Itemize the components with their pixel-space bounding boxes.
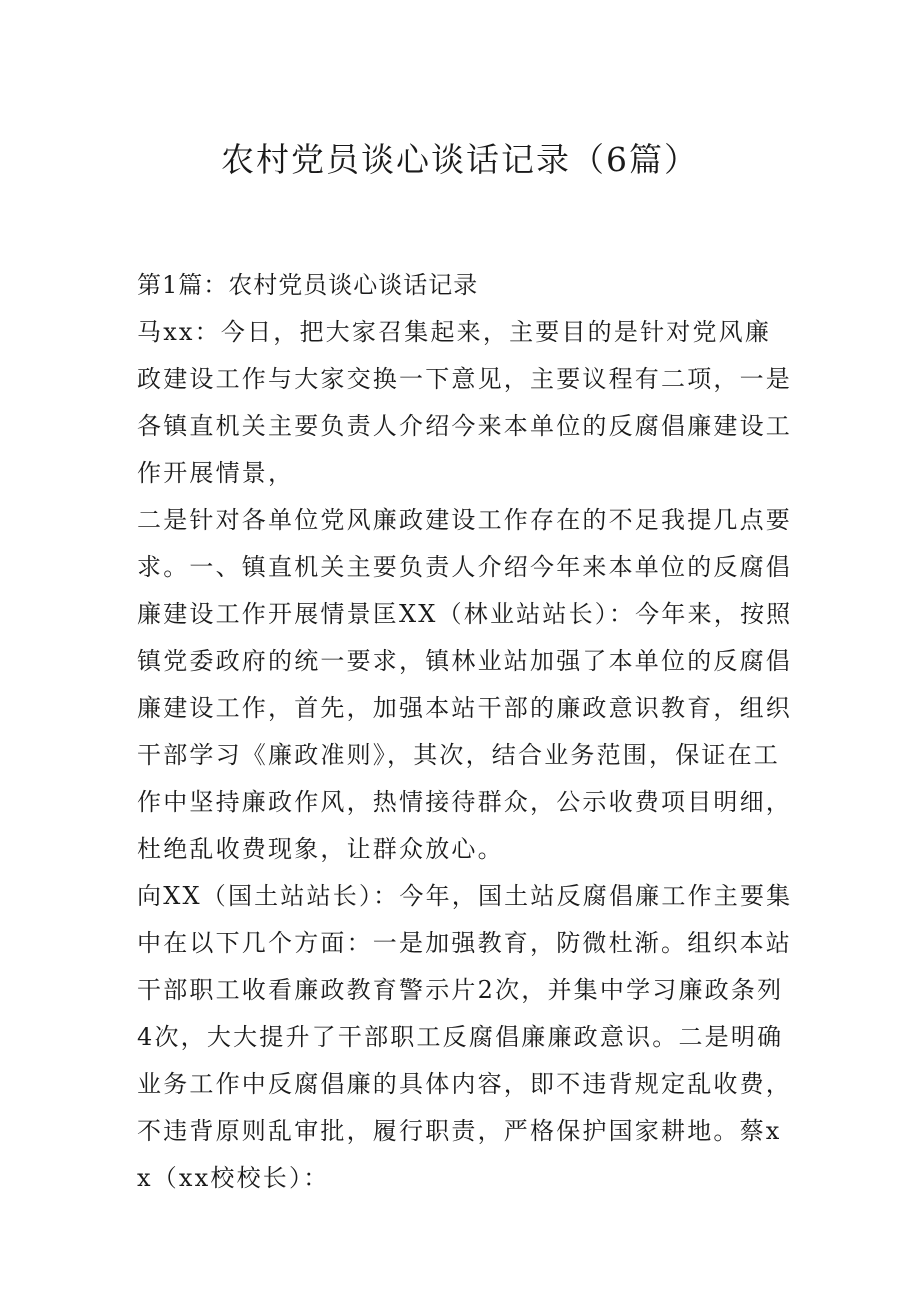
document-title: 农村党员谈心谈话记录（6篇）	[221, 140, 699, 179]
section-heading: 第1篇：农村党员谈心谈话记录	[137, 271, 479, 299]
paragraph-ma-opening: 马xx：今日，把大家召集起来，主要目的是针对党风廉政建设工作与大家交换一下意见，主要议程有二项，一是各镇直机关主要负责人介绍今来本单位的反腐倡廉建设工作开展情景，	[137, 318, 792, 487]
paragraph-land-station: 向XX（国土站站长）：今年，国土站反腐倡廉工作主要集中在以下几个方面：一是加强教育，防微杜渐。组织本站干部职工收看廉政教育警示片2次，并集中学习廉政条列4次，大大提升了干部职工反腐倡廉廉政意识。二是明确业务工作中反腐倡廉的具体内容，即不违背规定乱收费，不违背原则乱审批，履行职责，严格保护国家耕地。蔡xx（xx校校长）：	[137, 882, 793, 1192]
document-body	[137, 262, 797, 1202]
paragraph-requirements-forestry: 二是针对各单位党风廉政建设工作存在的不足我提几点要求。一、镇直机关主要负责人介绍今年来本单位的反腐倡廉建设工作开展情景匡XX（林业站站长）：今年来，按照镇党委政府的统一要求，镇林业站加强了本单位的反腐倡廉建设工作，首先，加强本站干部的廉政意识教育，组织干部学习《廉政准则》，其次，结合业务范围，保证在工作中坚持廉政作风，热情接待群众，公示收费项目明细，杜绝乱收费现象，让群众放心。	[137, 506, 793, 863]
